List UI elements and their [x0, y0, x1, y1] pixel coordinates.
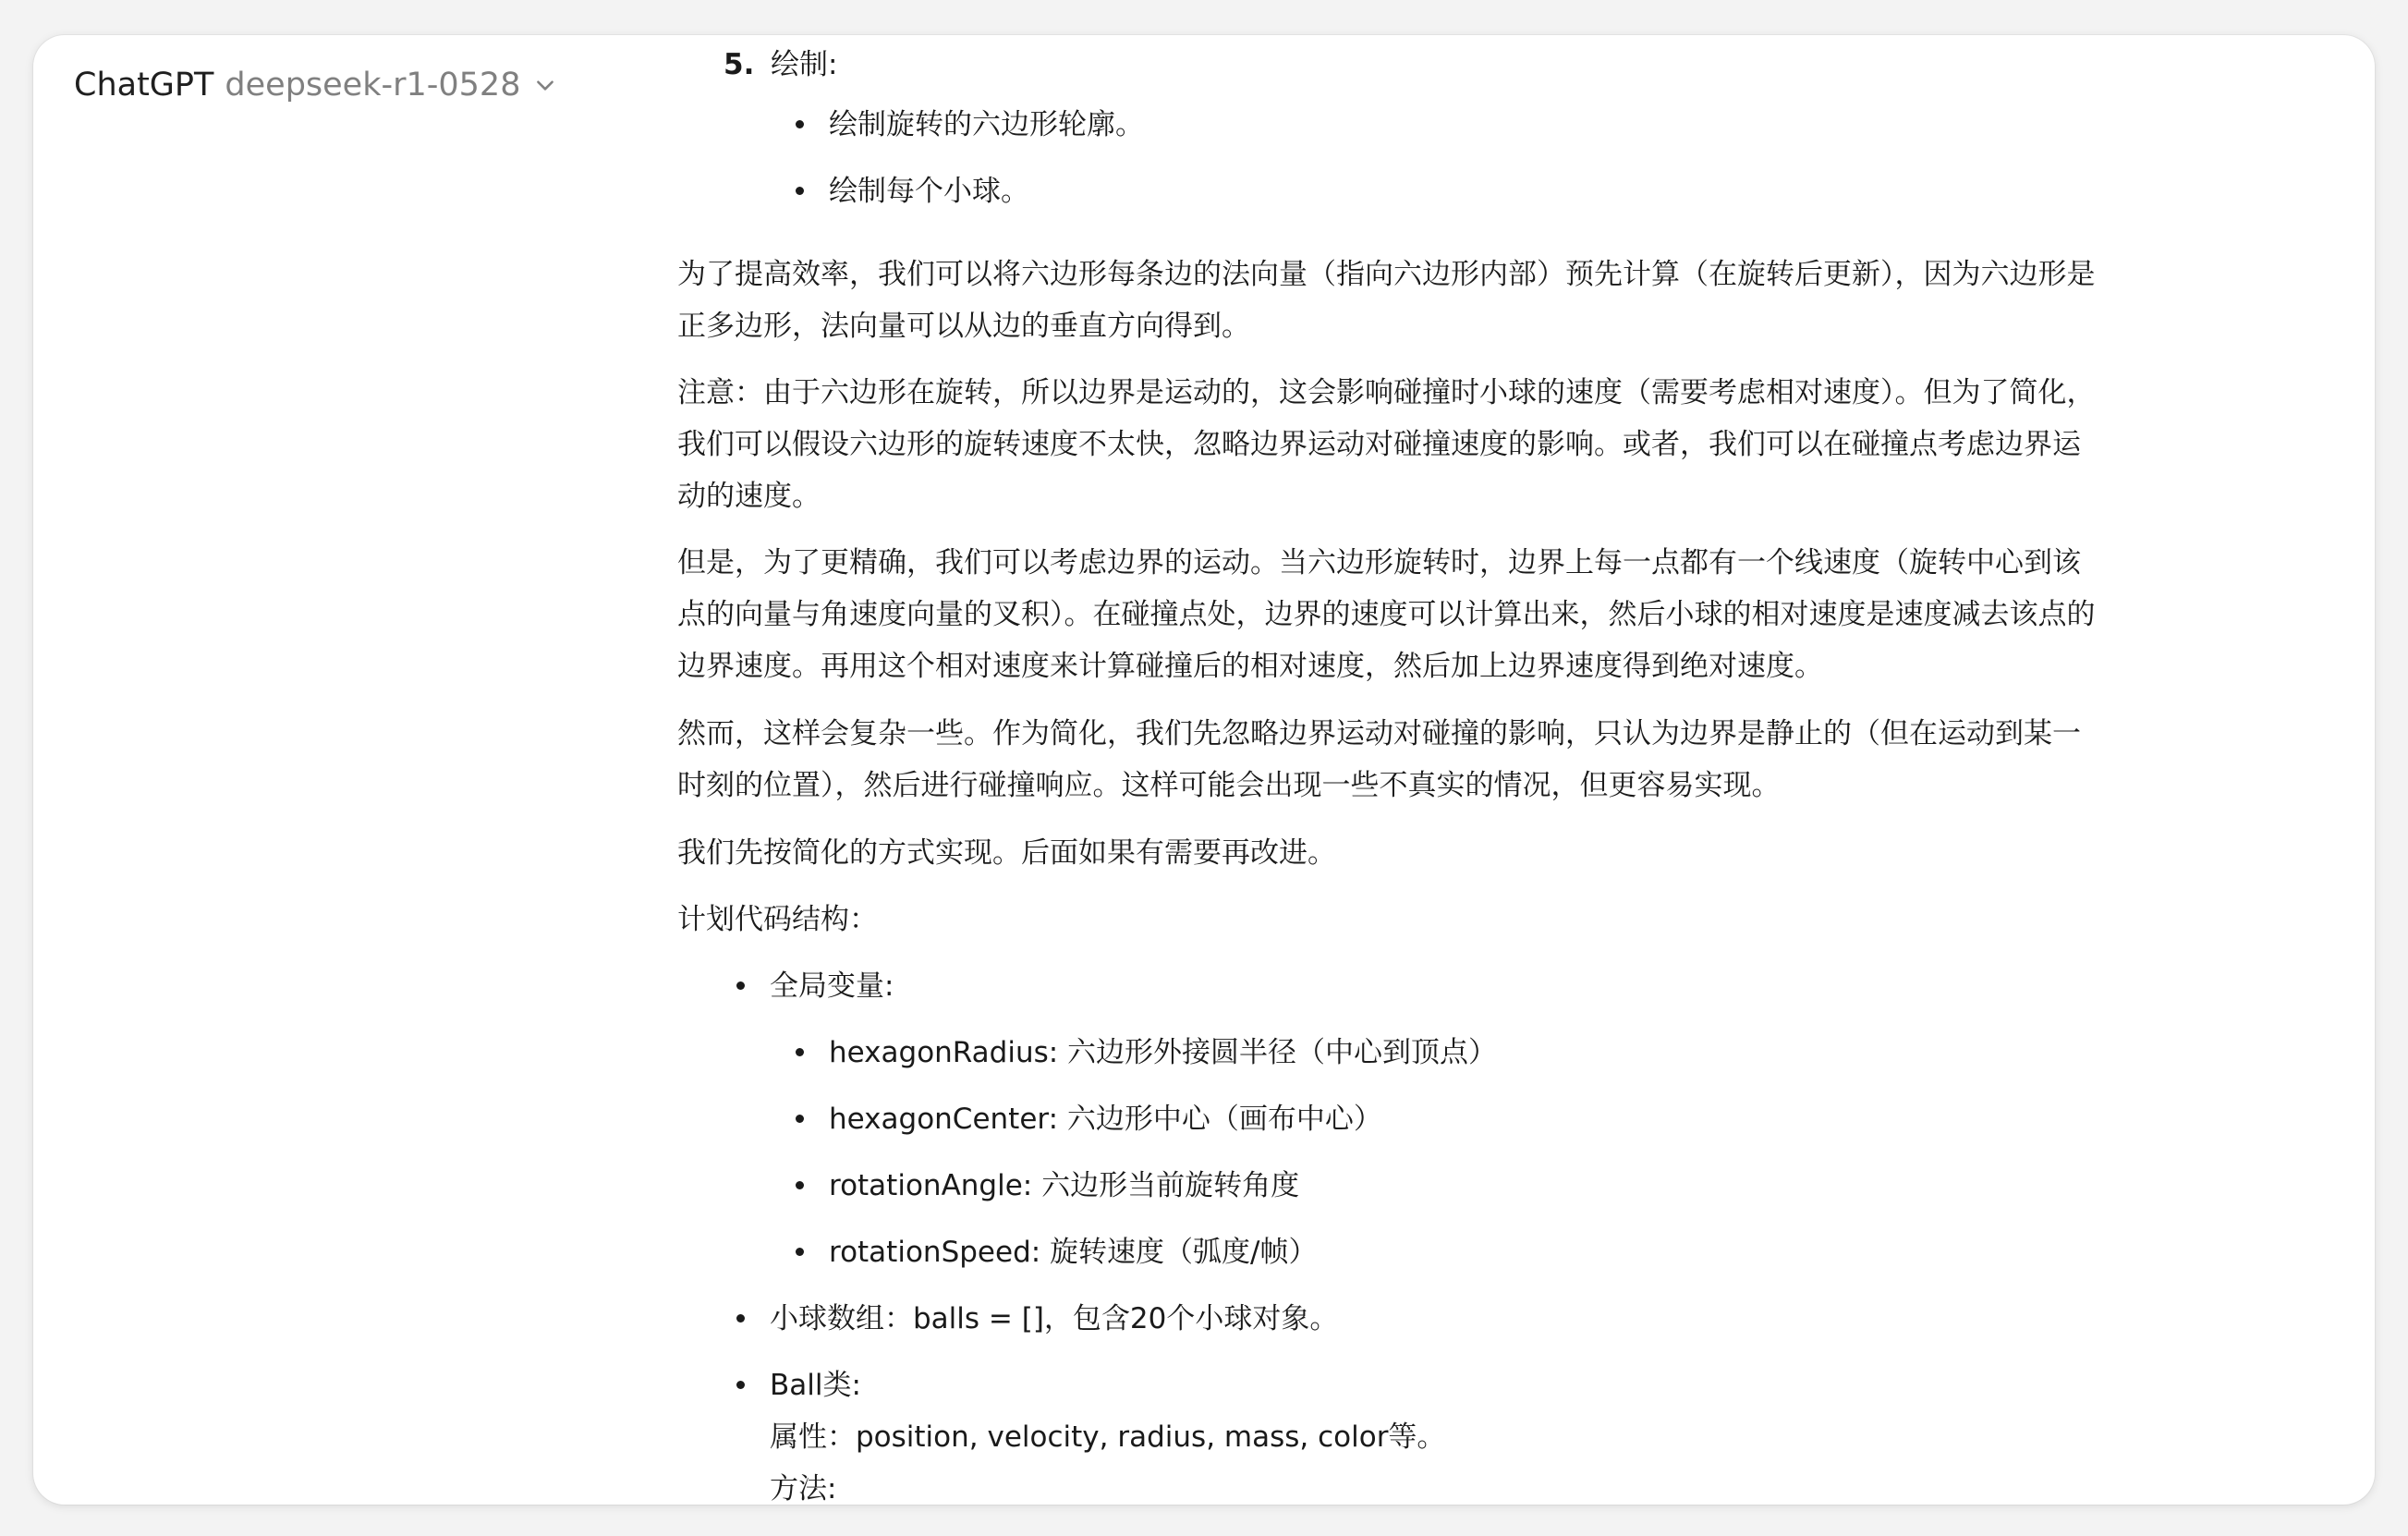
- model-selector[interactable]: [74, 67, 557, 104]
- paragraph: 但是，为了更精确，我们可以考虑边界的运动。当六边形旋转时，边界上每一点都有一个线速度（旋转中心到该点的向量与角速度向量的叉积）。在碰撞点处，边界的速度可以计算出来，然后小球的相对速度是速度减去该点的边界速度。再用这个相对速度来计算碰撞后的相对速度，然后加上边界速度得到绝对速度。: [677, 546, 2096, 683]
- list-item: rotationAngle: 六边形当前旋转角度: [829, 1169, 1300, 1202]
- list-item: Ball类:: [770, 1369, 861, 1402]
- model-name: deepseek-r1-0528: [225, 67, 521, 104]
- ball-methods: 方法:: [770, 1472, 837, 1505]
- chevron-down-icon: [533, 73, 557, 97]
- step-number: 5.: [724, 48, 755, 81]
- list-item: 绘制每个小球。: [829, 175, 1029, 208]
- list-item: hexagonCenter: 六边形中心（画布中心）: [829, 1103, 1382, 1136]
- app-name: ChatGPT: [74, 67, 214, 104]
- chat-window: [33, 35, 2375, 1505]
- paragraph: 为了提高效率，我们可以将六边形每条边的法向量（指向六边形内部）预先计算（在旋转后更新），因为六边形是正多边形，法向量可以从边的垂直方向得到。: [677, 258, 2096, 343]
- bullet: [796, 1048, 804, 1056]
- list-item: hexagonRadius: 六边形外接圆半径（中心到顶点）: [829, 1036, 1498, 1069]
- paragraph: 计划代码结构：: [677, 903, 878, 936]
- paragraph: 我们先按简化的方式实现。后面如果有需要再改进。: [677, 836, 1336, 870]
- bullet: [796, 1248, 804, 1256]
- list-item: 全局变量:: [770, 969, 894, 1003]
- list-item: 绘制旋转的六边形轮廓。: [829, 108, 1144, 141]
- paragraph: 然而，这样会复杂一些。作为简化，我们先忽略边界运动对碰撞的影响，只认为边界是静止的（但在运动到某一时刻的位置），然后进行碰撞响应。这样可能会出现一些不真实的情况，但更容易实现。: [677, 717, 2081, 802]
- bullet: [736, 1314, 745, 1323]
- bullet: [736, 1381, 745, 1389]
- bullet: [736, 981, 745, 990]
- bullet: [796, 1115, 804, 1123]
- bullet: [796, 120, 804, 128]
- bullet: [796, 187, 804, 195]
- ball-attributes: 属性：position, velocity, radius, mass, color等。: [770, 1420, 1446, 1454]
- list-item: 小球数组：balls = []，包含20个小球对象。: [770, 1302, 1339, 1335]
- paragraph: 注意：由于六边形在旋转，所以边界是运动的，这会影响碰撞时小球的速度（需要考虑相对速度）。但为了简化，我们可以假设六边形的旋转速度不太快，忽略边界运动对碰撞速度的影响。或者，我们可以在碰撞点考虑边界运动的速度。: [677, 376, 2096, 513]
- list-item: rotationSpeed: 旋转速度（弧度/帧）: [829, 1236, 1318, 1269]
- bullet: [796, 1181, 804, 1189]
- step-label: 绘制:: [771, 48, 838, 81]
